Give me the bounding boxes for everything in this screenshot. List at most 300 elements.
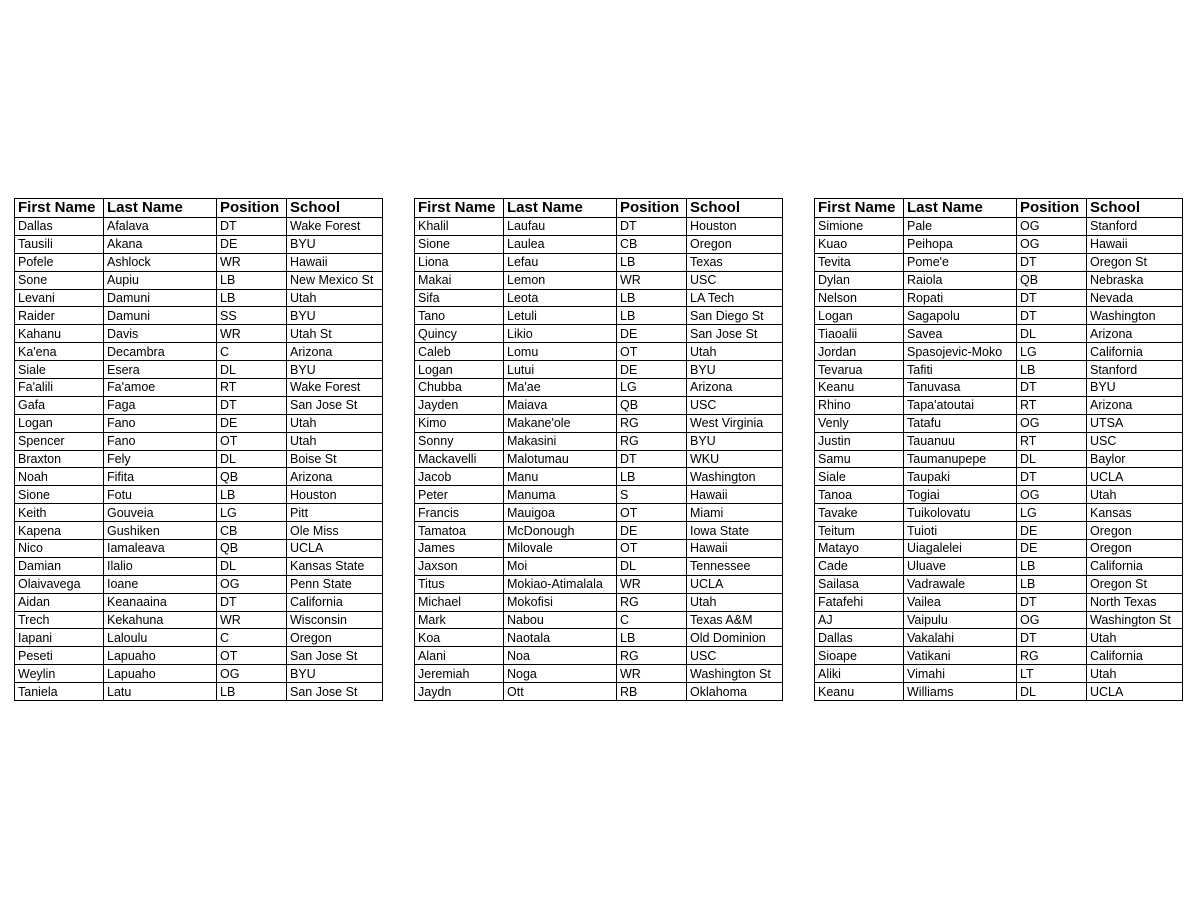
cell-school: UTSA bbox=[1087, 414, 1183, 432]
cell-first-name: Tano bbox=[415, 307, 504, 325]
cell-school: Hawaii bbox=[1087, 235, 1183, 253]
cell-school: Wake Forest bbox=[287, 218, 383, 236]
cell-last-name: Mokiao-Atimalala bbox=[504, 575, 617, 593]
cell-last-name: Makane'ole bbox=[504, 414, 617, 432]
cell-last-name: Fano bbox=[104, 414, 217, 432]
cell-last-name: Aupiu bbox=[104, 271, 217, 289]
cell-first-name: Matayo bbox=[815, 540, 904, 558]
cell-first-name: Iapani bbox=[15, 629, 104, 647]
cell-school: Utah bbox=[287, 432, 383, 450]
cell-position: WR bbox=[217, 325, 287, 343]
cell-last-name: Moi bbox=[504, 557, 617, 575]
cell-school: Oregon St bbox=[1087, 253, 1183, 271]
cell-first-name: Raider bbox=[15, 307, 104, 325]
cell-position: LB bbox=[1017, 361, 1087, 379]
table-row bbox=[815, 468, 1183, 486]
table-row bbox=[415, 611, 783, 629]
table-row bbox=[415, 271, 783, 289]
table-row bbox=[415, 289, 783, 307]
cell-school: California bbox=[1087, 343, 1183, 361]
cell-last-name: Ma'ae bbox=[504, 379, 617, 397]
cell-school: Oklahoma bbox=[687, 683, 783, 701]
cell-first-name: Dallas bbox=[15, 218, 104, 236]
cell-last-name: Savea bbox=[904, 325, 1017, 343]
cell-school: West Virginia bbox=[687, 414, 783, 432]
header-last-name: Last Name bbox=[904, 199, 1017, 218]
cell-school: USC bbox=[687, 647, 783, 665]
cell-position: RG bbox=[1017, 647, 1087, 665]
cell-last-name: Vaipulu bbox=[904, 611, 1017, 629]
table-row bbox=[15, 504, 383, 522]
cell-first-name: Francis bbox=[415, 504, 504, 522]
cell-position: DL bbox=[217, 361, 287, 379]
cell-position: LG bbox=[617, 379, 687, 397]
table-row bbox=[415, 557, 783, 575]
cell-last-name: Tanuvasa bbox=[904, 379, 1017, 397]
cell-last-name: Spasojevic-Moko bbox=[904, 343, 1017, 361]
cell-school: Hawaii bbox=[687, 540, 783, 558]
cell-last-name: Lapuaho bbox=[104, 665, 217, 683]
table-row bbox=[415, 540, 783, 558]
table-row bbox=[15, 343, 383, 361]
header-first-name: First Name bbox=[15, 199, 104, 218]
cell-first-name: Kahanu bbox=[15, 325, 104, 343]
cell-school: San Jose St bbox=[687, 325, 783, 343]
cell-last-name: Mauigoa bbox=[504, 504, 617, 522]
cell-last-name: Uluave bbox=[904, 557, 1017, 575]
table-row bbox=[15, 611, 383, 629]
cell-last-name: Damuni bbox=[104, 289, 217, 307]
cell-first-name: Fatafehi bbox=[815, 593, 904, 611]
cell-school: Arizona bbox=[1087, 325, 1183, 343]
cell-school: Penn State bbox=[287, 575, 383, 593]
table-row bbox=[15, 235, 383, 253]
cell-last-name: Tuioti bbox=[904, 522, 1017, 540]
cell-first-name: Sone bbox=[15, 271, 104, 289]
cell-position: RT bbox=[1017, 432, 1087, 450]
cell-position: OG bbox=[1017, 486, 1087, 504]
cell-school: New Mexico St bbox=[287, 271, 383, 289]
cell-position: DL bbox=[1017, 683, 1087, 701]
cell-first-name: Gafa bbox=[15, 396, 104, 414]
cell-school: BYU bbox=[287, 665, 383, 683]
cell-first-name: Sailasa bbox=[815, 575, 904, 593]
table-row bbox=[15, 361, 383, 379]
cell-school: Utah bbox=[287, 289, 383, 307]
cell-first-name: Keith bbox=[15, 504, 104, 522]
table-row bbox=[815, 522, 1183, 540]
cell-school: Arizona bbox=[1087, 396, 1183, 414]
cell-first-name: Samu bbox=[815, 450, 904, 468]
cell-school: Miami bbox=[687, 504, 783, 522]
table-row bbox=[15, 432, 383, 450]
table-row bbox=[815, 361, 1183, 379]
cell-school: Washington St bbox=[1087, 611, 1183, 629]
cell-first-name: Peseti bbox=[15, 647, 104, 665]
cell-first-name: Tavake bbox=[815, 504, 904, 522]
table-row bbox=[815, 271, 1183, 289]
table-row bbox=[415, 218, 783, 236]
cell-first-name: Trech bbox=[15, 611, 104, 629]
cell-last-name: Latu bbox=[104, 683, 217, 701]
cell-first-name: Logan bbox=[15, 414, 104, 432]
cell-first-name: Keanu bbox=[815, 379, 904, 397]
cell-position: LB bbox=[217, 486, 287, 504]
cell-first-name: Tevita bbox=[815, 253, 904, 271]
table-row bbox=[815, 379, 1183, 397]
table-row bbox=[15, 396, 383, 414]
cell-school: Stanford bbox=[1087, 361, 1183, 379]
cell-school: Oregon bbox=[1087, 522, 1183, 540]
cell-last-name: Tafiti bbox=[904, 361, 1017, 379]
cell-last-name: Fano bbox=[104, 432, 217, 450]
table-row bbox=[415, 629, 783, 647]
cell-first-name: Logan bbox=[815, 307, 904, 325]
table-row bbox=[415, 235, 783, 253]
table-row bbox=[815, 683, 1183, 701]
cell-first-name: Tevarua bbox=[815, 361, 904, 379]
cell-school: Arizona bbox=[687, 379, 783, 397]
cell-first-name: Damian bbox=[15, 557, 104, 575]
cell-school: Stanford bbox=[1087, 218, 1183, 236]
cell-first-name: Peter bbox=[415, 486, 504, 504]
cell-school: UCLA bbox=[1087, 683, 1183, 701]
table-row bbox=[815, 432, 1183, 450]
header-first-name: First Name bbox=[415, 199, 504, 218]
cell-position: DE bbox=[217, 414, 287, 432]
cell-position: DE bbox=[617, 522, 687, 540]
cell-last-name: Uiagalelei bbox=[904, 540, 1017, 558]
cell-first-name: Titus bbox=[415, 575, 504, 593]
cell-position: C bbox=[217, 343, 287, 361]
cell-last-name: Lapuaho bbox=[104, 647, 217, 665]
cell-last-name: Williams bbox=[904, 683, 1017, 701]
cell-position: DT bbox=[1017, 253, 1087, 271]
table-row bbox=[815, 235, 1183, 253]
cell-last-name: Vimahi bbox=[904, 665, 1017, 683]
table-row bbox=[415, 361, 783, 379]
cell-position: OG bbox=[1017, 235, 1087, 253]
cell-last-name: Tauanuu bbox=[904, 432, 1017, 450]
table-row bbox=[815, 593, 1183, 611]
cell-first-name: Sione bbox=[415, 235, 504, 253]
cell-position: LB bbox=[617, 307, 687, 325]
cell-last-name: Makasini bbox=[504, 432, 617, 450]
cell-position: RG bbox=[617, 593, 687, 611]
table-row bbox=[15, 307, 383, 325]
cell-position: OG bbox=[217, 575, 287, 593]
cell-first-name: Kimo bbox=[415, 414, 504, 432]
table-row bbox=[15, 271, 383, 289]
cell-position: DL bbox=[1017, 325, 1087, 343]
cell-school: Houston bbox=[687, 218, 783, 236]
table-row bbox=[415, 683, 783, 701]
cell-last-name: Ropati bbox=[904, 289, 1017, 307]
header-school: School bbox=[287, 199, 383, 218]
table-row bbox=[415, 432, 783, 450]
table-row bbox=[415, 253, 783, 271]
cell-last-name: Taumanupepe bbox=[904, 450, 1017, 468]
cell-last-name: Afalava bbox=[104, 218, 217, 236]
table-row bbox=[815, 486, 1183, 504]
table-row bbox=[415, 343, 783, 361]
header-row bbox=[415, 199, 783, 218]
cell-school: BYU bbox=[287, 307, 383, 325]
cell-school: Nebraska bbox=[1087, 271, 1183, 289]
cell-school: Hawaii bbox=[287, 253, 383, 271]
cell-position: LB bbox=[617, 629, 687, 647]
cell-position: DE bbox=[1017, 540, 1087, 558]
cell-position: WR bbox=[217, 253, 287, 271]
cell-school: Washington St bbox=[687, 665, 783, 683]
cell-first-name: Jordan bbox=[815, 343, 904, 361]
cell-school: Wake Forest bbox=[287, 379, 383, 397]
cell-position: DT bbox=[217, 218, 287, 236]
cell-school: Kansas bbox=[1087, 504, 1183, 522]
cell-position: LB bbox=[617, 289, 687, 307]
cell-first-name: Caleb bbox=[415, 343, 504, 361]
table-row bbox=[15, 218, 383, 236]
table-row bbox=[15, 540, 383, 558]
cell-last-name: Akana bbox=[104, 235, 217, 253]
cell-last-name: Noa bbox=[504, 647, 617, 665]
table-row bbox=[15, 253, 383, 271]
cell-position: OT bbox=[617, 504, 687, 522]
table-row bbox=[815, 557, 1183, 575]
table-row bbox=[15, 593, 383, 611]
cell-last-name: Decambra bbox=[104, 343, 217, 361]
cell-school: Hawaii bbox=[687, 486, 783, 504]
table-row bbox=[815, 414, 1183, 432]
table-row bbox=[815, 629, 1183, 647]
table-row bbox=[415, 325, 783, 343]
cell-first-name: Olaivavega bbox=[15, 575, 104, 593]
cell-first-name: Teitum bbox=[815, 522, 904, 540]
cell-school: Washington bbox=[687, 468, 783, 486]
cell-first-name: Jaxson bbox=[415, 557, 504, 575]
table-row bbox=[415, 593, 783, 611]
cell-school: Texas bbox=[687, 253, 783, 271]
cell-school: Utah bbox=[687, 593, 783, 611]
cell-last-name: Vadrawale bbox=[904, 575, 1017, 593]
table-row bbox=[15, 522, 383, 540]
cell-position: LB bbox=[1017, 557, 1087, 575]
cell-last-name: Davis bbox=[104, 325, 217, 343]
cell-school: California bbox=[1087, 557, 1183, 575]
cell-last-name: Pome'e bbox=[904, 253, 1017, 271]
cell-first-name: Sioape bbox=[815, 647, 904, 665]
cell-first-name: Nico bbox=[15, 540, 104, 558]
cell-last-name: Noga bbox=[504, 665, 617, 683]
cell-school: Utah bbox=[1087, 486, 1183, 504]
table-row bbox=[815, 396, 1183, 414]
cell-last-name: Letuli bbox=[504, 307, 617, 325]
cell-school: BYU bbox=[287, 361, 383, 379]
cell-first-name: Spencer bbox=[15, 432, 104, 450]
cell-position: OG bbox=[1017, 414, 1087, 432]
cell-first-name: Liona bbox=[415, 253, 504, 271]
cell-last-name: Laufau bbox=[504, 218, 617, 236]
cell-position: DL bbox=[617, 557, 687, 575]
cell-school: Arizona bbox=[287, 343, 383, 361]
cell-position: DE bbox=[617, 325, 687, 343]
cell-school: LA Tech bbox=[687, 289, 783, 307]
cell-first-name: Rhino bbox=[815, 396, 904, 414]
cell-first-name: Pofele bbox=[15, 253, 104, 271]
table-row bbox=[15, 414, 383, 432]
table-row bbox=[815, 450, 1183, 468]
cell-school: Utah bbox=[1087, 665, 1183, 683]
table-row bbox=[415, 522, 783, 540]
table-row bbox=[15, 557, 383, 575]
cell-last-name: Ioane bbox=[104, 575, 217, 593]
cell-position: DT bbox=[217, 593, 287, 611]
table-row bbox=[15, 486, 383, 504]
cell-position: DT bbox=[1017, 307, 1087, 325]
cell-first-name: Michael bbox=[415, 593, 504, 611]
cell-last-name: Tuikolovatu bbox=[904, 504, 1017, 522]
cell-position: RT bbox=[217, 379, 287, 397]
cell-school: Wisconsin bbox=[287, 611, 383, 629]
cell-first-name: Jayden bbox=[415, 396, 504, 414]
cell-position: DT bbox=[1017, 289, 1087, 307]
cell-school: Utah St bbox=[287, 325, 383, 343]
header-row bbox=[815, 199, 1183, 218]
cell-position: QB bbox=[217, 468, 287, 486]
table-row bbox=[415, 575, 783, 593]
table-row bbox=[815, 289, 1183, 307]
cell-school: Pitt bbox=[287, 504, 383, 522]
roster-table-3 bbox=[814, 198, 1183, 701]
cell-last-name: Vatikani bbox=[904, 647, 1017, 665]
cell-first-name: James bbox=[415, 540, 504, 558]
cell-position: LB bbox=[617, 468, 687, 486]
cell-school: Nevada bbox=[1087, 289, 1183, 307]
cell-school: BYU bbox=[687, 361, 783, 379]
cell-first-name: Mackavelli bbox=[415, 450, 504, 468]
table-row bbox=[15, 647, 383, 665]
cell-school: Baylor bbox=[1087, 450, 1183, 468]
cell-position: DT bbox=[1017, 468, 1087, 486]
cell-last-name: Fifita bbox=[104, 468, 217, 486]
cell-last-name: Laulea bbox=[504, 235, 617, 253]
table-row bbox=[815, 575, 1183, 593]
cell-last-name: Kekahuna bbox=[104, 611, 217, 629]
cell-position: DT bbox=[617, 218, 687, 236]
cell-last-name: Lemon bbox=[504, 271, 617, 289]
cell-position: LB bbox=[217, 289, 287, 307]
table-row bbox=[415, 486, 783, 504]
cell-last-name: Laloulu bbox=[104, 629, 217, 647]
cell-school: Texas A&M bbox=[687, 611, 783, 629]
cell-last-name: Ott bbox=[504, 683, 617, 701]
cell-position: DL bbox=[217, 557, 287, 575]
cell-position: DT bbox=[1017, 593, 1087, 611]
table-row bbox=[415, 665, 783, 683]
cell-first-name: Nelson bbox=[815, 289, 904, 307]
header-first-name: First Name bbox=[815, 199, 904, 218]
cell-position: DT bbox=[1017, 629, 1087, 647]
cell-position: RG bbox=[617, 647, 687, 665]
cell-last-name: Gushiken bbox=[104, 522, 217, 540]
cell-first-name: Fa'alili bbox=[15, 379, 104, 397]
cell-position: OT bbox=[217, 647, 287, 665]
cell-position: QB bbox=[1017, 271, 1087, 289]
cell-first-name: Chubba bbox=[415, 379, 504, 397]
cell-school: San Diego St bbox=[687, 307, 783, 325]
cell-school: USC bbox=[687, 271, 783, 289]
table-row bbox=[415, 450, 783, 468]
cell-first-name: Alani bbox=[415, 647, 504, 665]
header-position: Position bbox=[217, 199, 287, 218]
table-row bbox=[815, 540, 1183, 558]
cell-position: LG bbox=[1017, 504, 1087, 522]
cell-position: OT bbox=[217, 432, 287, 450]
cell-school: BYU bbox=[1087, 379, 1183, 397]
cell-position: CB bbox=[617, 235, 687, 253]
table-row bbox=[815, 647, 1183, 665]
cell-last-name: Fotu bbox=[104, 486, 217, 504]
cell-position: S bbox=[617, 486, 687, 504]
cell-last-name: Lomu bbox=[504, 343, 617, 361]
cell-school: UCLA bbox=[1087, 468, 1183, 486]
cell-last-name: Togiai bbox=[904, 486, 1017, 504]
header-last-name: Last Name bbox=[504, 199, 617, 218]
cell-school: Kansas State bbox=[287, 557, 383, 575]
table-row bbox=[815, 343, 1183, 361]
table-row bbox=[15, 575, 383, 593]
cell-first-name: Weylin bbox=[15, 665, 104, 683]
cell-first-name: Tausili bbox=[15, 235, 104, 253]
cell-school: Utah bbox=[1087, 629, 1183, 647]
cell-first-name: Dylan bbox=[815, 271, 904, 289]
header-position: Position bbox=[617, 199, 687, 218]
cell-position: C bbox=[617, 611, 687, 629]
cell-last-name: Manu bbox=[504, 468, 617, 486]
table-row bbox=[15, 468, 383, 486]
header-last-name: Last Name bbox=[104, 199, 217, 218]
cell-first-name: Levani bbox=[15, 289, 104, 307]
cell-school: UCLA bbox=[287, 540, 383, 558]
cell-last-name: Malotumau bbox=[504, 450, 617, 468]
cell-last-name: Fa'amoe bbox=[104, 379, 217, 397]
cell-school: Iowa State bbox=[687, 522, 783, 540]
cell-last-name: Nabou bbox=[504, 611, 617, 629]
cell-school: Old Dominion bbox=[687, 629, 783, 647]
cell-first-name: Braxton bbox=[15, 450, 104, 468]
cell-school: UCLA bbox=[687, 575, 783, 593]
table-row bbox=[815, 504, 1183, 522]
cell-last-name: Iamaleava bbox=[104, 540, 217, 558]
cell-position: OT bbox=[617, 343, 687, 361]
cell-last-name: Faga bbox=[104, 396, 217, 414]
cell-school: BYU bbox=[287, 235, 383, 253]
cell-first-name: Tiaoalii bbox=[815, 325, 904, 343]
table-row bbox=[815, 218, 1183, 236]
cell-position: DE bbox=[617, 361, 687, 379]
table-row bbox=[415, 379, 783, 397]
table-row bbox=[415, 504, 783, 522]
cell-first-name: Jacob bbox=[415, 468, 504, 486]
cell-position: C bbox=[217, 629, 287, 647]
cell-school: San Jose St bbox=[287, 683, 383, 701]
table-row bbox=[815, 665, 1183, 683]
cell-school: Oregon St bbox=[1087, 575, 1183, 593]
cell-school: Tennessee bbox=[687, 557, 783, 575]
cell-last-name: McDonough bbox=[504, 522, 617, 540]
cell-first-name: Aidan bbox=[15, 593, 104, 611]
cell-last-name: Raiola bbox=[904, 271, 1017, 289]
